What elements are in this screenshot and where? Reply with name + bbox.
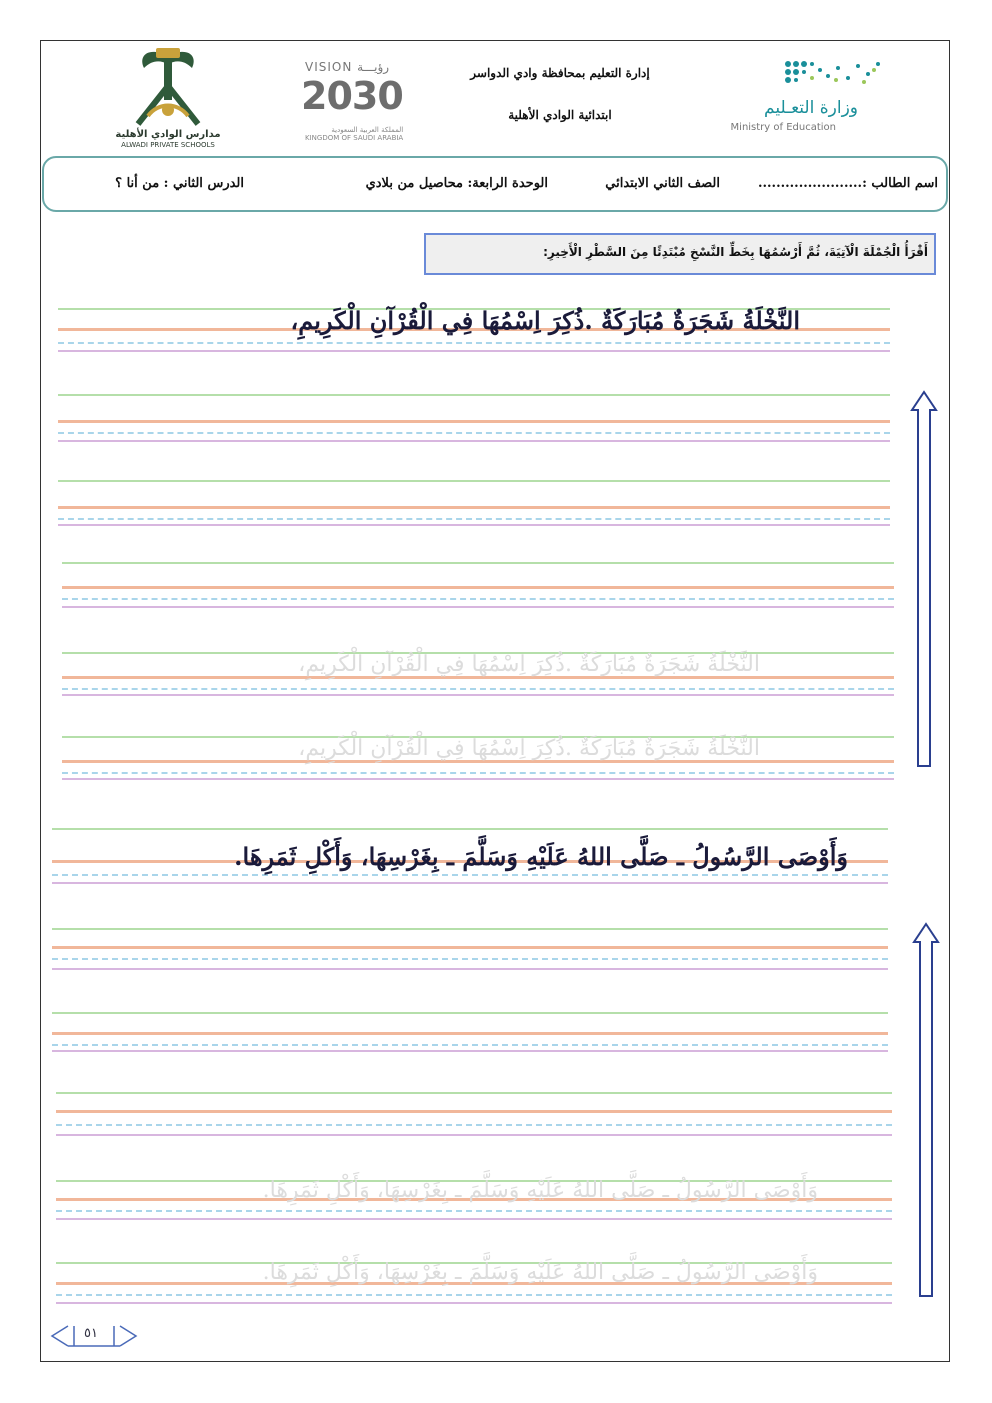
page-number-text: ٥١: [84, 1326, 98, 1341]
model-sentence-1: النَّخْلَةُ شَجَرَةٌ مُبَارَكَةٌ .ذُكِرَ اِسْمُهَا فِي الْقُرْآنِ الْكَرِيمِ،: [290, 306, 800, 335]
palm-swords-emblem-icon: [108, 46, 228, 130]
blue-dash-line: [52, 1044, 888, 1046]
trace-sentence-2b: وَأَوْصَى الرَّسُولُ ـ صَلَّى اللهُ عَلَيْهِ وَسَلَّمَ ـ بِغَرْسِهَا، وَأَكْلِ ثَمَرِهَا.: [262, 1260, 818, 1285]
green-line: [62, 562, 894, 564]
education-admin: إدارة التعليم بمحافظة وادي الدواسر: [470, 66, 650, 80]
vision-sub-en: KINGDOM OF SAUDI ARABIA: [305, 134, 404, 142]
green-line: [52, 828, 888, 830]
page-number: [46, 1322, 142, 1350]
blue-dash-line: [52, 958, 888, 960]
orange-line: [58, 420, 890, 423]
purple-line: [56, 1218, 892, 1220]
green-line: [56, 1092, 892, 1094]
up-arrow-icon: [912, 922, 940, 1298]
lesson-label: الدرس الثاني : من أنا ؟: [115, 176, 244, 191]
trace-sentence-1b: النَّخْلَةُ شَجَرَةٌ مُبَارَكَةٌ .ذُكِرَ اِسْمُهَا فِي الْقُرْآنِ الْكَرِيمِ،: [298, 736, 760, 761]
vision-title: VISION رؤيـــة: [305, 60, 390, 74]
trace-sentence-2a: وَأَوْصَى الرَّسُولُ ـ صَلَّى اللهُ عَلَيْهِ وَسَلَّمَ ـ بِغَرْسِهَا، وَأَكْلِ ثَمَرِهَا.: [262, 1178, 818, 1203]
trace-sentence-1a: النَّخْلَةُ شَجَرَةٌ مُبَارَكَةٌ .ذُكِرَ اِسْمُهَا فِي الْقُرْآنِ الْكَرِيمِ،: [298, 652, 760, 677]
green-line: [52, 928, 888, 930]
vision-2030-logo: [295, 60, 405, 146]
purple-line: [58, 350, 890, 352]
purple-line: [56, 1134, 892, 1136]
ministry-logo: [728, 56, 888, 146]
school-logo-ar: مدارس الوادي الأهلية: [115, 129, 221, 140]
vision-sub-ar: المملكة العربية السعودية: [331, 126, 404, 134]
blue-dash-line: [58, 342, 890, 344]
orange-line: [52, 1032, 888, 1035]
blue-dash-line: [58, 432, 890, 434]
student-info-box: [42, 156, 948, 212]
purple-line: [52, 882, 888, 884]
green-line: [52, 1012, 888, 1014]
purple-line: [62, 694, 894, 696]
green-line: [58, 394, 890, 396]
ministry-name-ar: وزارة التعـليم: [764, 98, 858, 118]
up-arrow-icon: [910, 390, 938, 768]
purple-line: [52, 1050, 888, 1052]
purple-line: [62, 778, 894, 780]
ministry-dots-icon: [778, 56, 888, 96]
ministry-name-en: Ministry of Education: [730, 122, 836, 133]
school-logo-en: ALWADI PRIVATE SCHOOLS: [121, 141, 215, 149]
school-logo: [108, 46, 228, 149]
purple-line: [58, 440, 890, 442]
purple-line: [62, 606, 894, 608]
student-name-field[interactable]: اسم الطالب :.......................: [757, 176, 938, 191]
green-line: [58, 480, 890, 482]
blue-dash-line: [62, 598, 894, 600]
orange-line: [58, 506, 890, 509]
purple-line: [52, 968, 888, 970]
instruction-box: أَقْرَأُ الْجُمْلَةَ الْآتِيَةَ، ثُمَّ أَرْسُمُهَا بِخَطِّ النَّسْخِ مُبْتَدِئًا مِنَ السَّطْرِ الْأَخِيرِ:: [424, 233, 936, 275]
purple-line: [56, 1302, 892, 1304]
purple-line: [58, 524, 890, 526]
vision-sub: [305, 126, 403, 142]
orange-line: [56, 1110, 892, 1113]
grade-label: الصف الثاني الابتدائي: [605, 176, 720, 191]
orange-line: [62, 586, 894, 589]
blue-dash-line: [62, 772, 894, 774]
orange-line: [52, 946, 888, 949]
model-sentence-2: وَأَوْصَى الرَّسُولُ ـ صَلَّى اللهُ عَلَيْهِ وَسَلَّمَ ـ بِغَرْسِهَا، وَأَكْلِ ثَمَرِهَا.: [234, 842, 848, 871]
blue-dash-line: [56, 1294, 892, 1296]
school-name: ابتدائية الوادي الأهلية: [508, 108, 612, 122]
blue-dash-line: [62, 688, 894, 690]
blue-dash-line: [56, 1210, 892, 1212]
blue-dash-line: [58, 518, 890, 520]
blue-dash-line: [56, 1124, 892, 1126]
vision-year: 2030: [301, 74, 403, 118]
unit-label: الوحدة الرابعة: محاصيل من بلادي: [365, 176, 548, 191]
blue-dash-line: [52, 874, 888, 876]
